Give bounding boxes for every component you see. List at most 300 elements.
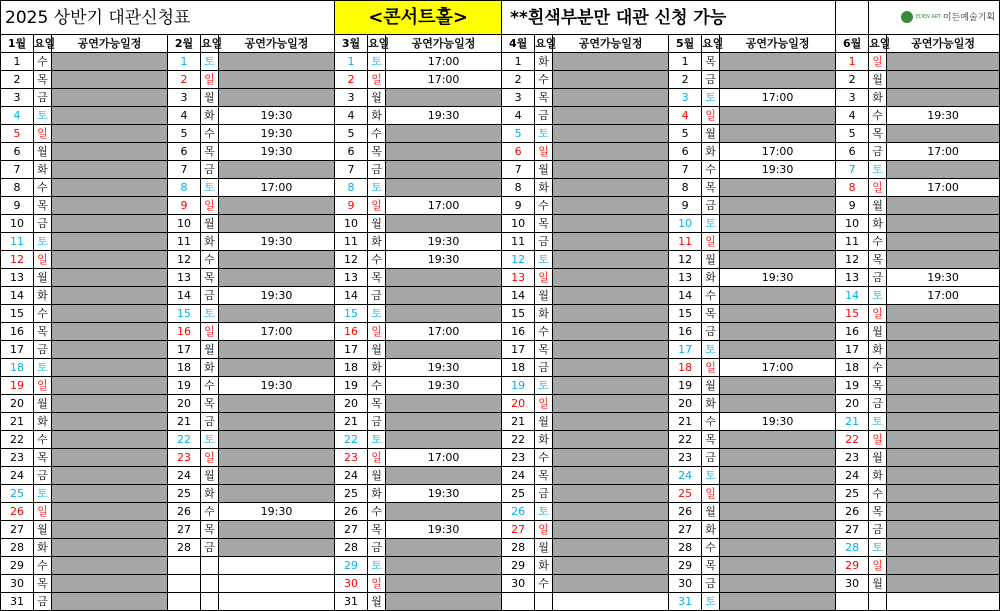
date-cell: 23 [168, 449, 201, 467]
date-cell: 7 [168, 161, 201, 179]
available-slot[interactable]: 17:00 [386, 449, 502, 467]
date-cell: 31 [669, 593, 702, 611]
weekday-cell: 월 [535, 287, 553, 305]
available-slot[interactable]: 19:30 [386, 233, 502, 251]
available-slot[interactable]: 19:30 [219, 377, 335, 395]
unavailable-slot [386, 557, 502, 575]
date-cell: 24 [335, 467, 368, 485]
weekday-cell: 수 [34, 53, 52, 71]
unavailable-slot [386, 341, 502, 359]
date-cell: 30 [669, 575, 702, 593]
unavailable-slot [720, 323, 836, 341]
unavailable-slot [553, 521, 669, 539]
unavailable-slot [720, 251, 836, 269]
date-cell: 24 [669, 467, 702, 485]
table-row [1, 377, 1000, 395]
date-cell: 10 [335, 215, 368, 233]
weekday-cell: 월 [869, 323, 887, 341]
date-cell: 5 [168, 125, 201, 143]
unavailable-slot [52, 539, 168, 557]
weekday-cell: 목 [34, 71, 52, 89]
date-cell: 30 [1, 575, 34, 593]
table-row [1, 269, 1000, 287]
date-cell: 8 [502, 179, 535, 197]
unavailable-slot [219, 395, 335, 413]
weekday-cell: 목 [869, 377, 887, 395]
weekday-cell: 화 [201, 107, 219, 125]
empty-cell [535, 593, 553, 611]
notice-text: **흰색부분만 대관 신청 가능 [502, 1, 836, 35]
weekday-cell: 월 [368, 593, 386, 611]
available-slot[interactable]: 17:00 [720, 89, 836, 107]
weekday-cell: 월 [702, 503, 720, 521]
unavailable-slot [553, 179, 669, 197]
date-cell: 29 [502, 557, 535, 575]
table-row [1, 71, 1000, 89]
logo-icon [901, 11, 913, 23]
weekday-cell: 금 [34, 89, 52, 107]
weekday-cell: 목 [535, 341, 553, 359]
title-row [1, 1, 1000, 35]
weekday-cell: 목 [368, 269, 386, 287]
weekday-cell: 일 [535, 269, 553, 287]
available-slot[interactable]: 19:30 [386, 107, 502, 125]
date-cell: 12 [836, 251, 869, 269]
weekday-cell: 토 [201, 179, 219, 197]
unavailable-slot [386, 431, 502, 449]
date-cell: 6 [502, 143, 535, 161]
available-slot[interactable]: 19:30 [887, 107, 1000, 125]
available-slot[interactable]: 17:00 [386, 53, 502, 71]
table-row [1, 521, 1000, 539]
date-cell: 3 [836, 89, 869, 107]
unavailable-slot [553, 485, 669, 503]
weekday-cell: 화 [368, 359, 386, 377]
date-cell: 16 [335, 323, 368, 341]
date-cell: 14 [669, 287, 702, 305]
table-row [1, 305, 1000, 323]
unavailable-slot [219, 431, 335, 449]
unavailable-slot [887, 467, 1000, 485]
blank-cell [836, 1, 869, 35]
date-cell: 12 [669, 251, 702, 269]
weekday-cell: 수 [34, 431, 52, 449]
date-cell: 9 [1, 197, 34, 215]
date-cell: 13 [335, 269, 368, 287]
unavailable-slot [887, 53, 1000, 71]
unavailable-slot [720, 395, 836, 413]
unavailable-slot [553, 557, 669, 575]
date-cell: 11 [335, 233, 368, 251]
available-slot[interactable]: 17:00 [720, 143, 836, 161]
date-cell: 18 [168, 359, 201, 377]
unavailable-slot [553, 215, 669, 233]
weekday-cell: 금 [535, 359, 553, 377]
weekday-cell: 토 [702, 593, 720, 611]
weekday-cell: 목 [702, 53, 720, 71]
date-cell: 23 [669, 449, 702, 467]
weekday-cell: 토 [201, 305, 219, 323]
unavailable-slot [386, 413, 502, 431]
date-cell: 15 [669, 305, 702, 323]
available-slot[interactable]: 19:30 [219, 287, 335, 305]
weekday-cell: 일 [368, 575, 386, 593]
date-cell: 19 [168, 377, 201, 395]
unavailable-slot [52, 521, 168, 539]
date-cell: 26 [168, 503, 201, 521]
month-header: 4월 [502, 35, 535, 53]
table-row [1, 593, 1000, 611]
unavailable-slot [887, 197, 1000, 215]
weekday-cell: 목 [535, 467, 553, 485]
availability-header: 공연가능일정 [553, 35, 669, 53]
date-cell: 19 [1, 377, 34, 395]
weekday-cell: 토 [535, 125, 553, 143]
weekday-cell: 목 [702, 431, 720, 449]
available-slot[interactable]: 17:00 [720, 359, 836, 377]
date-cell: 5 [669, 125, 702, 143]
table-row [1, 557, 1000, 575]
unavailable-slot [219, 539, 335, 557]
weekday-cell: 일 [702, 107, 720, 125]
date-cell: 25 [502, 485, 535, 503]
available-slot[interactable]: 19:30 [219, 233, 335, 251]
unavailable-slot [720, 431, 836, 449]
weekday-cell: 수 [201, 125, 219, 143]
availability-header: 공연가능일정 [887, 35, 1000, 53]
date-cell: 1 [335, 53, 368, 71]
unavailable-slot [887, 431, 1000, 449]
weekday-cell: 월 [535, 161, 553, 179]
weekday-cell: 금 [535, 107, 553, 125]
weekday-cell: 토 [869, 287, 887, 305]
unavailable-slot [553, 359, 669, 377]
date-cell: 20 [669, 395, 702, 413]
unavailable-slot [52, 503, 168, 521]
available-slot[interactable]: 17:00 [219, 179, 335, 197]
month-header: 1월 [1, 35, 34, 53]
date-cell: 3 [669, 89, 702, 107]
unavailable-slot [52, 197, 168, 215]
unavailable-slot [52, 89, 168, 107]
date-cell: 10 [836, 215, 869, 233]
available-slot[interactable]: 19:30 [386, 251, 502, 269]
unavailable-slot [219, 485, 335, 503]
date-cell: 30 [502, 575, 535, 593]
weekday-cell: 일 [869, 53, 887, 71]
date-cell: 5 [502, 125, 535, 143]
weekday-cell: 금 [368, 413, 386, 431]
weekday-cell: 화 [869, 467, 887, 485]
empty-cell [201, 557, 219, 575]
unavailable-slot [52, 233, 168, 251]
weekday-cell: 일 [34, 251, 52, 269]
date-cell: 29 [335, 557, 368, 575]
unavailable-slot [52, 251, 168, 269]
unavailable-slot [553, 143, 669, 161]
unavailable-slot [52, 431, 168, 449]
unavailable-slot [720, 197, 836, 215]
date-cell: 31 [1, 593, 34, 611]
date-cell: 11 [502, 233, 535, 251]
available-slot[interactable]: 17:00 [386, 323, 502, 341]
table-row [1, 431, 1000, 449]
date-cell: 28 [168, 539, 201, 557]
weekday-cell: 화 [869, 89, 887, 107]
unavailable-slot [386, 125, 502, 143]
unavailable-slot [553, 89, 669, 107]
unavailable-slot [720, 575, 836, 593]
available-slot[interactable]: 17:00 [887, 179, 1000, 197]
weekday-cell: 목 [869, 125, 887, 143]
date-cell: 27 [168, 521, 201, 539]
available-slot[interactable]: 17:00 [386, 71, 502, 89]
weekday-cell: 화 [34, 287, 52, 305]
weekday-cell: 화 [535, 305, 553, 323]
date-cell: 18 [335, 359, 368, 377]
weekday-cell: 화 [368, 107, 386, 125]
table-row [1, 449, 1000, 467]
weekday-cell: 금 [201, 413, 219, 431]
weekday-cell: 화 [869, 341, 887, 359]
unavailable-slot [52, 485, 168, 503]
weekday-cell: 금 [34, 215, 52, 233]
unavailable-slot [52, 323, 168, 341]
weekday-cell: 토 [368, 305, 386, 323]
empty-cell [201, 593, 219, 611]
date-cell: 11 [168, 233, 201, 251]
unavailable-slot [720, 449, 836, 467]
month-header: 3월 [335, 35, 368, 53]
unavailable-slot [386, 575, 502, 593]
unavailable-slot [219, 197, 335, 215]
available-slot[interactable]: 19:30 [386, 521, 502, 539]
date-cell: 21 [836, 413, 869, 431]
date-cell: 17 [502, 341, 535, 359]
unavailable-slot [553, 71, 669, 89]
date-cell: 16 [168, 323, 201, 341]
available-slot[interactable]: 19:30 [219, 107, 335, 125]
date-cell: 17 [1, 341, 34, 359]
date-cell: 25 [836, 485, 869, 503]
available-slot[interactable]: 19:30 [386, 485, 502, 503]
date-cell: 7 [502, 161, 535, 179]
table-row [1, 485, 1000, 503]
date-cell: 14 [502, 287, 535, 305]
date-cell: 25 [1, 485, 34, 503]
unavailable-slot [553, 323, 669, 341]
empty-cell [201, 575, 219, 593]
unavailable-slot [52, 215, 168, 233]
unavailable-slot [553, 305, 669, 323]
weekday-cell: 수 [34, 557, 52, 575]
unavailable-slot [720, 179, 836, 197]
date-cell: 13 [836, 269, 869, 287]
date-cell: 9 [335, 197, 368, 215]
weekday-cell: 금 [201, 287, 219, 305]
date-cell: 8 [1, 179, 34, 197]
weekday-cell: 금 [535, 233, 553, 251]
unavailable-slot [386, 143, 502, 161]
weekday-cell: 월 [201, 341, 219, 359]
date-cell: 29 [1, 557, 34, 575]
unavailable-slot [887, 449, 1000, 467]
unavailable-slot [720, 377, 836, 395]
unavailable-slot [553, 161, 669, 179]
date-cell: 6 [335, 143, 368, 161]
date-cell: 25 [335, 485, 368, 503]
unavailable-slot [887, 395, 1000, 413]
unavailable-slot [720, 107, 836, 125]
unavailable-slot [553, 287, 669, 305]
date-cell: 28 [669, 539, 702, 557]
date-cell: 26 [669, 503, 702, 521]
unavailable-slot [386, 179, 502, 197]
weekday-cell: 월 [702, 377, 720, 395]
unavailable-slot [553, 467, 669, 485]
available-slot[interactable]: 19:30 [219, 143, 335, 161]
available-slot[interactable]: 17:00 [386, 197, 502, 215]
weekday-cell: 토 [535, 377, 553, 395]
date-cell: 27 [1, 521, 34, 539]
date-cell: 9 [669, 197, 702, 215]
weekday-cell: 목 [368, 395, 386, 413]
weekday-cell: 수 [535, 197, 553, 215]
unavailable-slot [887, 485, 1000, 503]
weekday-cell: 토 [869, 539, 887, 557]
unavailable-slot [887, 359, 1000, 377]
hall-label: <콘서트홀> [335, 1, 502, 35]
available-slot[interactable]: 19:30 [386, 377, 502, 395]
weekday-cell: 토 [702, 89, 720, 107]
date-cell: 2 [836, 71, 869, 89]
weekday-cell: 목 [869, 251, 887, 269]
empty-cell [168, 575, 201, 593]
weekday-cell: 월 [368, 215, 386, 233]
weekday-cell: 수 [34, 305, 52, 323]
available-slot[interactable]: 17:00 [887, 287, 1000, 305]
weekday-cell: 토 [34, 107, 52, 125]
available-slot[interactable]: 19:30 [887, 269, 1000, 287]
date-cell: 15 [335, 305, 368, 323]
unavailable-slot [887, 521, 1000, 539]
unavailable-slot [553, 53, 669, 71]
date-cell: 1 [1, 53, 34, 71]
unavailable-slot [720, 593, 836, 611]
unavailable-slot [887, 377, 1000, 395]
available-slot[interactable]: 19:30 [720, 269, 836, 287]
unavailable-slot [887, 413, 1000, 431]
weekday-cell: 목 [34, 575, 52, 593]
unavailable-slot [386, 539, 502, 557]
unavailable-slot [720, 557, 836, 575]
date-cell: 16 [1, 323, 34, 341]
unavailable-slot [553, 395, 669, 413]
weekday-cell: 수 [869, 107, 887, 125]
unavailable-slot [553, 251, 669, 269]
date-cell: 22 [669, 431, 702, 449]
unavailable-slot [219, 53, 335, 71]
available-slot[interactable]: 19:30 [219, 125, 335, 143]
unavailable-slot [219, 305, 335, 323]
weekday-cell: 화 [535, 179, 553, 197]
weekday-cell: 금 [368, 287, 386, 305]
date-cell: 3 [335, 89, 368, 107]
unavailable-slot [52, 575, 168, 593]
empty-cell [869, 593, 887, 611]
date-cell: 2 [335, 71, 368, 89]
weekday-cell: 일 [368, 197, 386, 215]
unavailable-slot [52, 125, 168, 143]
date-cell: 2 [168, 71, 201, 89]
sheet-title: 2025 상반기 대관신청표 [1, 1, 335, 35]
available-slot[interactable]: 17:00 [887, 143, 1000, 161]
date-cell: 28 [502, 539, 535, 557]
unavailable-slot [887, 575, 1000, 593]
date-cell: 14 [335, 287, 368, 305]
unavailable-slot [52, 161, 168, 179]
date-cell: 13 [1, 269, 34, 287]
month-header: 5월 [669, 35, 702, 53]
weekday-cell: 화 [201, 485, 219, 503]
weekday-cell: 월 [368, 467, 386, 485]
available-slot[interactable]: 17:00 [219, 323, 335, 341]
weekday-cell: 토 [201, 431, 219, 449]
date-cell: 2 [1, 71, 34, 89]
date-cell: 7 [669, 161, 702, 179]
weekday-cell: 토 [535, 503, 553, 521]
unavailable-slot [887, 305, 1000, 323]
weekday-cell: 일 [34, 125, 52, 143]
unavailable-slot [720, 53, 836, 71]
date-cell: 24 [502, 467, 535, 485]
weekday-cell: 목 [201, 395, 219, 413]
empty-cell [168, 557, 201, 575]
date-cell: 21 [502, 413, 535, 431]
unavailable-slot [887, 323, 1000, 341]
weekday-cell: 화 [34, 539, 52, 557]
weekday-cell: 목 [201, 143, 219, 161]
date-cell: 31 [335, 593, 368, 611]
date-cell: 15 [502, 305, 535, 323]
weekday-cell: 월 [535, 539, 553, 557]
unavailable-slot [386, 161, 502, 179]
available-slot[interactable]: 19:30 [720, 413, 836, 431]
date-cell: 6 [836, 143, 869, 161]
table-row [1, 575, 1000, 593]
weekday-cell: 일 [869, 431, 887, 449]
weekday-cell: 일 [201, 449, 219, 467]
weekday-cell: 금 [869, 269, 887, 287]
unavailable-slot [553, 125, 669, 143]
date-cell: 10 [168, 215, 201, 233]
weekday-cell: 일 [869, 557, 887, 575]
weekday-cell: 수 [869, 233, 887, 251]
available-slot[interactable]: 19:30 [720, 161, 836, 179]
date-cell: 20 [502, 395, 535, 413]
unavailable-slot [887, 503, 1000, 521]
weekday-cell: 금 [869, 395, 887, 413]
unavailable-slot [219, 161, 335, 179]
unavailable-slot [553, 197, 669, 215]
available-slot[interactable]: 19:30 [219, 503, 335, 521]
table-row [1, 251, 1000, 269]
weekday-cell: 일 [368, 323, 386, 341]
weekday-cell: 토 [535, 251, 553, 269]
weekday-cell: 금 [702, 197, 720, 215]
unavailable-slot [720, 467, 836, 485]
available-slot[interactable]: 19:30 [386, 359, 502, 377]
